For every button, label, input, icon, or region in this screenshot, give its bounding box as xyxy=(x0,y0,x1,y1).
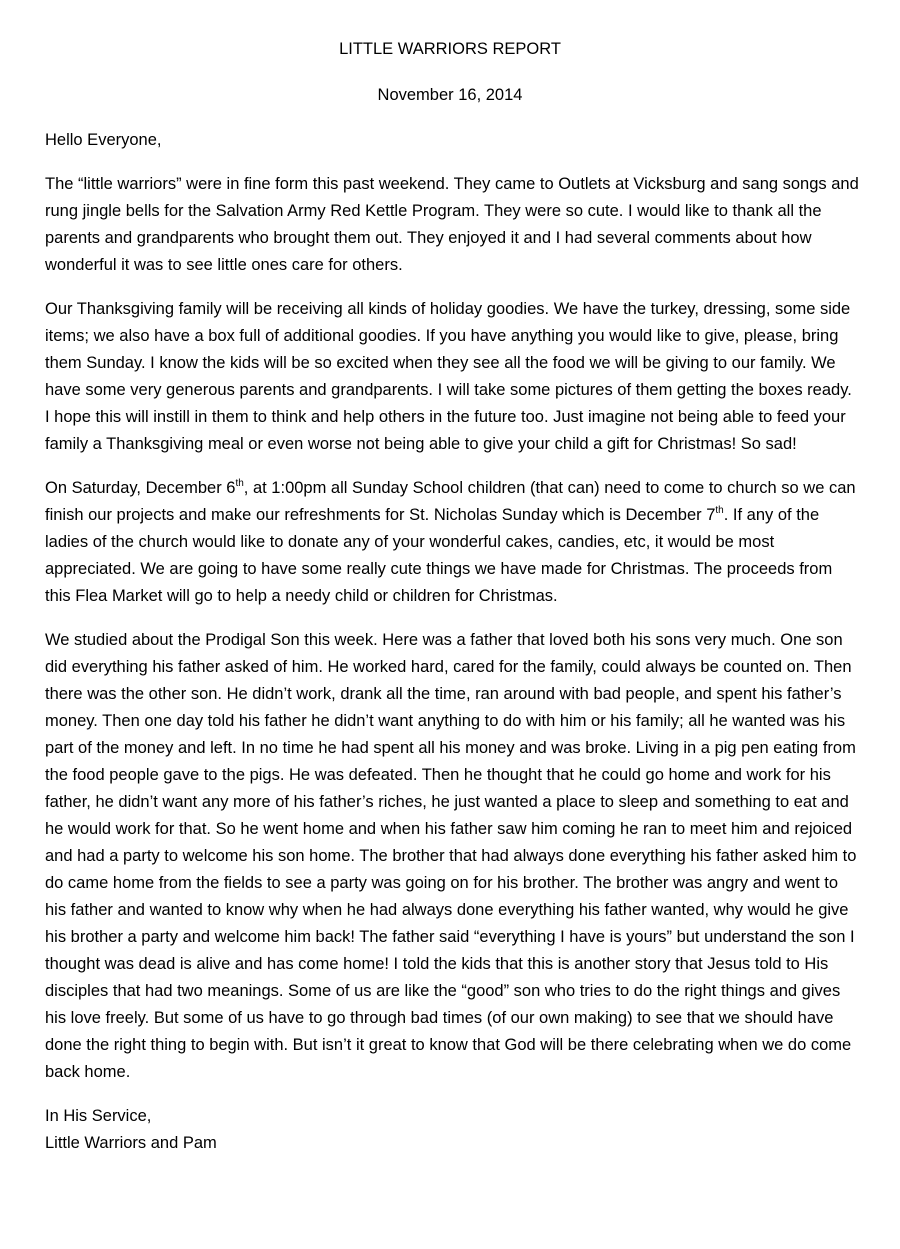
report-title: LITTLE WARRIORS REPORT xyxy=(339,40,561,58)
report-date: November 16, 2014 xyxy=(377,86,523,104)
signature: Little Warriors and Pam xyxy=(45,1134,217,1152)
december-text-part3: . If any of the ladies of the church would like to donate any of your wonderful cakes, candies, etc, it would be most appreciated. We are going to have some really cute things we have made for Christmas. The proceeds from this Flea Market will go to help a needy child or children for Christmas. xyxy=(45,506,833,605)
letter-body xyxy=(45,127,860,1157)
signoff xyxy=(45,1103,860,1157)
paragraph-little-warriors: The “little warriors” were in fine form this past weekend. They came to Outlets at Vicksburg and sang songs and rung jingle bells for the Salvation Army Red Kettle Program. They were so cute. I would like to thank all the parents and grandparents who brought them out. They enjoyed it and I had several comments about how wonderful it was to see little ones care for others. xyxy=(45,175,859,274)
closing: In His Service, xyxy=(45,1107,152,1125)
ordinal-suffix: th xyxy=(715,504,724,516)
paragraph-prodigal-son: We studied about the Prodigal Son this week. Here was a father that loved both his sons very much. One son did everything his father asked of him. He worked hard, cared for the family, could always be counted on. Then there was the other son. He didn’t work, drank all the time, ran around with bad people, and spent his father’s money. Then one day told his father he didn’t want anything to do with him or his family; all he wanted was his part of the money and left. In no time he had spent all his money and was broke. Living in a pig pen eating from the food people gave to the pigs. He was defeated. Then he thought that he could go home and work for his father, he didn’t want any more of his father’s riches, he just wanted a place to sleep and something to eat and he would work for that. So he went home and when his father saw him coming he ran to meet him and rejoiced and had a party to welcome his son home. The brother that had always done everything his father asked him to do came home from the fields to see a party was going on for his brother. The brother was angry and went to his father and wanted to know why when he had always done everything his father wanted, why would he give his brother a party and welcome him back! The father said “everything I have is yours” but understand the son I thought was dead is alive and has come home! I told the kids that this is another story that Jesus told to His disciples that had two meanings. Some of us are like the “good” son who tries to do the right things and gives his love freely. But some of us have to go through bad times (of our own making) to see that we should have done the right thing to begin with. But isn’t it great to know that God will be there celebrating when we do come back home. xyxy=(45,631,857,1081)
december-text-part1: On Saturday, December 6 xyxy=(45,479,236,497)
greeting: Hello Everyone, xyxy=(45,131,162,149)
december-text-part2: , at 1:00pm all Sunday School children (that can) need to come to church so we can finish our projects and make our refreshments for St. Nicholas Sunday which is December 7 xyxy=(45,479,856,524)
paragraph-december-event xyxy=(45,475,860,610)
ordinal-suffix: th xyxy=(235,477,244,489)
paragraph-thanksgiving: Our Thanksgiving family will be receiving all kinds of holiday goodies. We have the turkey, dressing, some side items; we also have a box full of additional goodies. If you have anything you would like to give, please, bring them Sunday. I know the kids will be so excited when they see all the food we will be giving to our family. We have some very generous parents and grandparents. I will take some pictures of them getting the boxes ready. I hope this will instill in them to think and help others in the future too. Just imagine not being able to feed your family a Thanksgiving meal or even worse not being able to give your child a gift for Christmas! So sad! xyxy=(45,300,852,453)
